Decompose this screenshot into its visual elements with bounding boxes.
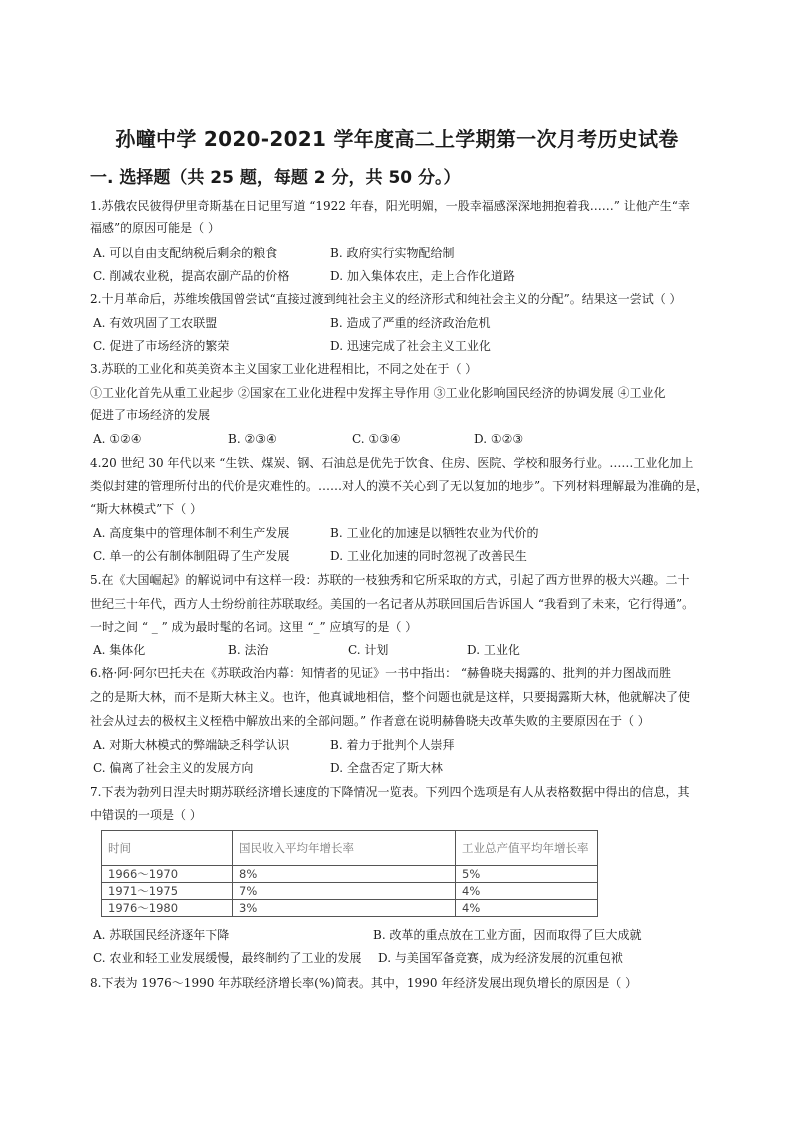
q2-option-c: C. 促进了市场经济的繁荣 bbox=[93, 339, 230, 353]
q4-option-a: A. 高度集中的管理体制不利生产发展 bbox=[93, 526, 290, 540]
q4-option-c: C. 单一的公有制体制阻碍了生产发展 bbox=[93, 549, 290, 563]
q1-option-d: D. 加入集体农庄，走上合作化道路 bbox=[330, 269, 515, 283]
table-cell: 1971～1975 bbox=[102, 883, 233, 900]
question-4-text: 4.20 世纪 30 年代以来 “生铁、煤炭、钢、石油总是优先于饮食、住房、医院、学校和服务行业。……工业化加上 bbox=[90, 456, 694, 470]
question-7-text-cont: 中错误的一项是（ ） bbox=[90, 808, 202, 822]
q3-option-b: B. ②③④ bbox=[228, 432, 277, 446]
table-cell: 8% bbox=[233, 866, 456, 883]
question-6-text: 6.格·阿·阿尔巴托夫在《苏联政治内幕：知情者的见证》一书中指出： “赫鲁晓夫揭露的、批判的并力图战而胜 bbox=[90, 666, 672, 680]
table-header-cell: 时间 bbox=[102, 831, 233, 866]
question-3-text: 3.苏联的工业化和英美资本主义国家工业化进程相比，不同之处在于（ ） bbox=[90, 362, 478, 376]
q7-option-a: A. 苏联国民经济逐年下降 bbox=[93, 928, 230, 942]
table-header-cell: 国民收入平均年增长率 bbox=[233, 831, 456, 866]
q6-option-d: D. 全盘否定了斯大林 bbox=[330, 761, 443, 775]
page-title: 孙疃中学 2020-2021 学年度高二上学期第一次月考历史试卷 bbox=[115, 127, 679, 151]
question-5-text: 5.在《大国崛起》的解说词中有这样一段：苏联的一枝独秀和它所采取的方式，引起了西方世界的极大兴趣。二十 bbox=[90, 573, 690, 587]
question-8-text: 8.下表为 1976～1990 年苏联经济增长率(%)简表。其中，1990 年经济发展出现负增长的原因是（ ） bbox=[90, 976, 638, 990]
q7-option-b: B. 改革的重点放在工业方面，因而取得了巨大成就 bbox=[373, 928, 642, 942]
table-cell: 4% bbox=[456, 883, 598, 900]
q6-option-b: B. 着力于批判个人崇拜 bbox=[330, 738, 455, 752]
q1-option-b: B. 政府实行实物配给制 bbox=[330, 246, 455, 260]
question-3-statements-cont: 促进了市场经济的发展 bbox=[90, 408, 211, 422]
table-row bbox=[102, 900, 598, 917]
table-cell: 3% bbox=[233, 900, 456, 917]
table-cell: 7% bbox=[233, 883, 456, 900]
q1-option-a: A. 可以自由支配纳税后剩余的粮食 bbox=[93, 246, 278, 260]
q6-option-c: C. 偏离了社会主义的发展方向 bbox=[93, 761, 254, 775]
question-4-text-end: “斯大林模式”下（ ） bbox=[90, 502, 203, 516]
table-cell: 1976～1980 bbox=[102, 900, 233, 917]
q3-option-c: C. ①③④ bbox=[352, 432, 401, 446]
q2-option-a: A. 有效巩固了工农联盟 bbox=[93, 316, 218, 330]
question-6-text-end: 社会从过去的极权主义桎梏中解放出来的全部问题。” 作者意在说明赫鲁晓夫改革失败的主要原因在于（ ） bbox=[90, 714, 650, 728]
q6-option-a: A. 对斯大林模式的弊端缺乏科学认识 bbox=[93, 738, 290, 752]
question-6-text-cont: 之的是斯大林，而不是斯大林主义。也许，他真诚地相信，整个问题也就是这样，只要揭露斯大林，他就解决了使 bbox=[90, 690, 691, 704]
question-1-text-cont: 福感”的原因可能是（ ） bbox=[90, 221, 220, 235]
table-cell: 5% bbox=[456, 866, 598, 883]
q7-option-c: C. 农业和轻工业发展缓慢，最终制约了工业的发展 bbox=[93, 951, 362, 965]
table-header-cell: 工业总产值平均年增长率 bbox=[456, 831, 598, 866]
q3-option-d: D. ①②③ bbox=[474, 432, 524, 446]
question-3-statements: ①工业化首先从重工业起步 ②国家在工业化进程中发挥主导作用 ③工业化影响国民经济的协调发展 ④工业化 bbox=[90, 386, 666, 400]
question-5-text-end: 一时之间 “ _ ” 成为最时髦的名词。这里 “_” 应填写的是（ ） bbox=[90, 620, 418, 634]
table-header-row bbox=[102, 831, 598, 866]
question-5-text-cont: 世纪三十年代，西方人士纷纷前往苏联取经。美国的一名记者从苏联回国后告诉国人 “我看到了未来，它行得通”。 bbox=[90, 597, 695, 611]
q4-option-d: D. 工业化加速的同时忽视了改善民生 bbox=[330, 549, 527, 563]
question-2-text: 2.十月革命后，苏维埃俄国曾尝试“直接过渡到纯社会主义的经济形式和纯社会主义的分配”。结果这一尝试（ ） bbox=[90, 292, 682, 306]
q5-option-c: C. 计划 bbox=[348, 643, 389, 657]
q5-option-d: D. 工业化 bbox=[467, 643, 520, 657]
q3-option-a: A. ①②④ bbox=[93, 432, 142, 446]
q7-option-d: D. 与美国军备竞赛，成为经济发展的沉重包袱 bbox=[378, 951, 623, 965]
q1-option-c: C. 削减农业税，提高农副产品的价格 bbox=[93, 269, 290, 283]
question-7-text: 7.下表为勃列日涅夫时期苏联经济增长速度的下降情况一览表。下列四个选项是有人从表格数据中得出的信息，其 bbox=[90, 785, 690, 799]
q5-option-a: A. 集体化 bbox=[93, 643, 146, 657]
question-4-text-cont: 类似封建的管理所付出的代价是灾难性的。……对人的漠不关心到了无以复加的地步”。下列材料理解最为准确的是， bbox=[90, 479, 709, 493]
table-cell: 1966～1970 bbox=[102, 866, 233, 883]
table-row bbox=[102, 883, 598, 900]
q4-option-b: B. 工业化的加速是以牺牲农业为代价的 bbox=[330, 526, 539, 540]
q2-option-d: D. 迅速完成了社会主义工业化 bbox=[330, 339, 491, 353]
table-cell: 4% bbox=[456, 900, 598, 917]
table-row bbox=[102, 866, 598, 883]
q2-option-b: B. 造成了严重的经济政治危机 bbox=[330, 316, 491, 330]
growth-rate-table bbox=[101, 830, 598, 917]
q5-option-b: B. 法治 bbox=[228, 643, 269, 657]
question-1-text: 1.苏俄农民彼得伊里奇斯基在日记里写道 “1922 年春，阳光明媚，一股幸福感深深地拥抱着我……” 让他产生“幸 bbox=[90, 199, 690, 213]
section-heading: 一. 选择题（共 25 题，每题 2 分，共 50 分。） bbox=[90, 168, 461, 188]
